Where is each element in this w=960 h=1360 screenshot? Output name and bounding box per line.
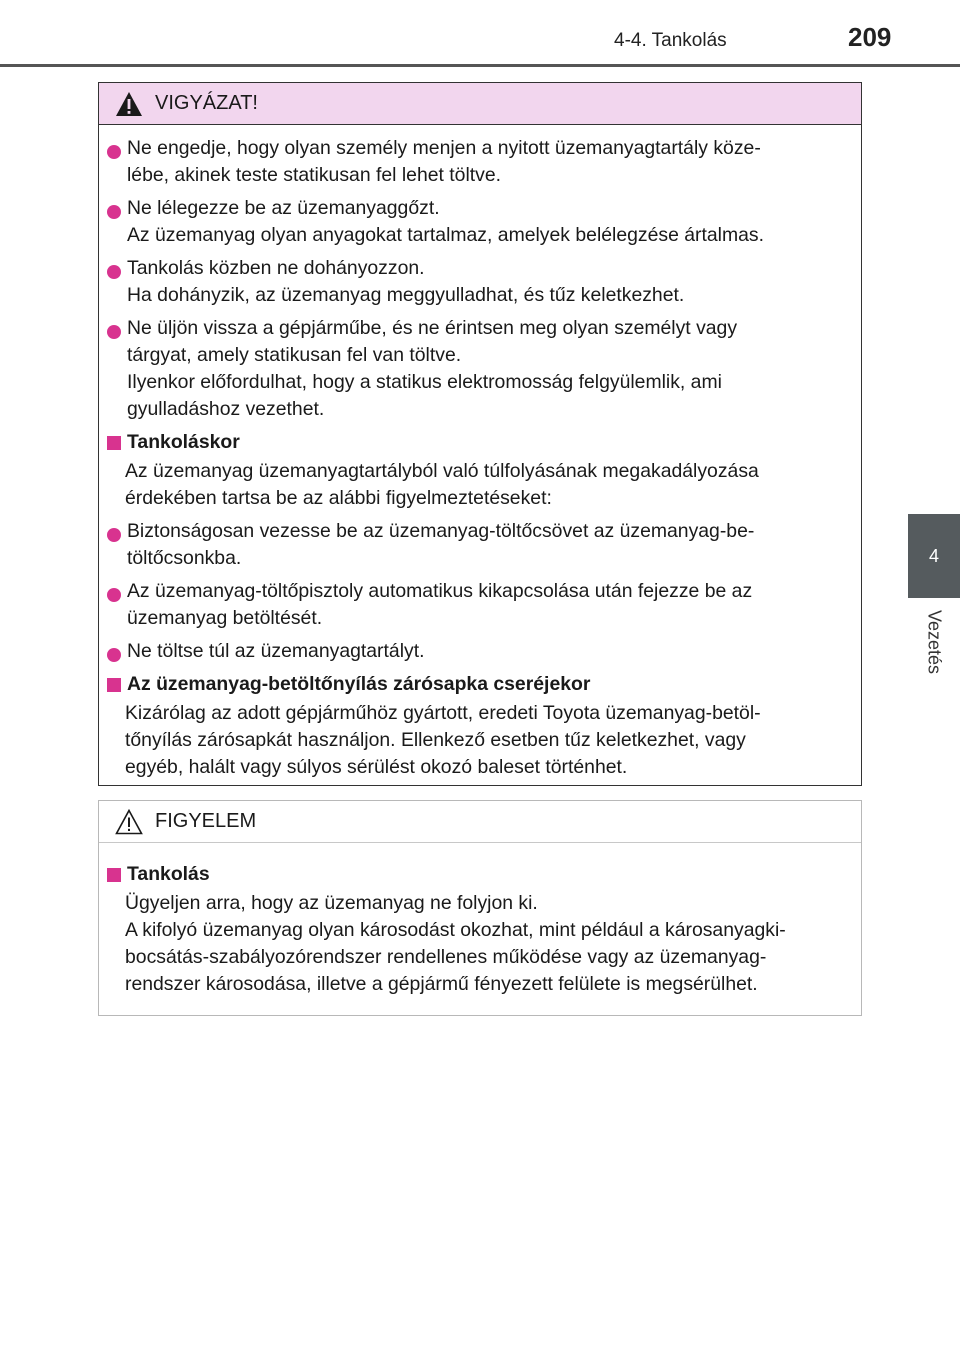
text-line: Ne lélegezze be az üzemanyaggőzt. bbox=[127, 197, 440, 219]
bullet-icon bbox=[107, 200, 123, 216]
list-item bbox=[105, 518, 853, 572]
section-text bbox=[105, 890, 853, 998]
chapter-label: Vezetés bbox=[924, 610, 945, 675]
chapter-tab[interactable] bbox=[908, 514, 960, 598]
list-item bbox=[105, 195, 853, 249]
square-bullet-icon bbox=[107, 678, 121, 692]
bullet-icon bbox=[107, 320, 123, 336]
notice-header bbox=[99, 801, 861, 843]
section-title-text: Tankoláskor bbox=[127, 431, 240, 453]
list-item bbox=[105, 638, 853, 665]
text-line: Az üzemanyag-töltőpisztoly automatikus kikapcsolása után fejezze be az bbox=[127, 580, 753, 602]
notice-title: FIGYELEM bbox=[155, 810, 257, 832]
text-line: Kizárólag az adott gépjárműhöz gyártott, eredeti Toyota üzemanyag-betöl- bbox=[125, 702, 761, 724]
page-number: 209 bbox=[848, 22, 892, 52]
text-line: tőnyílás zárósapkát használjon. Ellenkező esetben tűz keletkezhet, vagy bbox=[125, 729, 746, 751]
text-line: üzemanyag betöltését. bbox=[127, 607, 323, 629]
square-bullet-icon bbox=[107, 868, 121, 882]
list-item bbox=[105, 135, 853, 189]
list-item bbox=[105, 315, 853, 423]
section-title-text: Tankolás bbox=[127, 863, 210, 885]
section-title-text: Az üzemanyag-betöltőnyílás zárósapka cseréjekor bbox=[127, 673, 591, 695]
text-line: Ügyeljen arra, hogy az üzemanyag ne folyjon ki. bbox=[125, 892, 538, 914]
text-line: gyulladáshoz vezethet. bbox=[127, 398, 325, 420]
caution-triangle-icon bbox=[115, 809, 143, 835]
notice-body bbox=[99, 843, 861, 998]
section-heading bbox=[105, 671, 853, 698]
text-line: Ha dohányzik, az üzemanyag meggyulladhat, és tűz keletkezhet. bbox=[127, 284, 685, 306]
square-bullet-icon bbox=[107, 436, 121, 450]
notice-box bbox=[98, 800, 862, 1016]
text-line: egyéb, halált vagy súlyos sérülést okozó baleset történhet. bbox=[125, 756, 628, 778]
warning-title: VIGYÁZAT! bbox=[155, 92, 258, 114]
bullet-icon bbox=[107, 140, 123, 156]
text-line: Az üzemanyag üzemanyagtartályból való túlfolyásának megakadályozása bbox=[125, 460, 759, 482]
text-line: A kifolyó üzemanyag olyan károsodást okozhat, mint például a károsanyagki- bbox=[125, 919, 786, 941]
section-text bbox=[105, 700, 853, 781]
text-line: Biztonságosan vezesse be az üzemanyag-töltőcsövet az üzemanyag-be- bbox=[127, 520, 755, 542]
section-heading bbox=[105, 429, 853, 456]
list-item bbox=[105, 255, 853, 309]
section-intro bbox=[105, 458, 853, 512]
text-line: lébe, akinek teste statikusan fel lehet töltve. bbox=[127, 164, 502, 186]
warning-box bbox=[98, 82, 862, 786]
section-title: 4-4. Tankolás bbox=[614, 30, 727, 51]
text-line: rendszer károsodása, illetve a gépjármű fényezett felülete is megsérülhet. bbox=[125, 973, 758, 995]
bullet-icon bbox=[107, 260, 123, 276]
chapter-number: 4 bbox=[928, 545, 939, 566]
text-line: Ne üljön vissza a gépjárműbe, és ne érintsen meg olyan személyt vagy bbox=[127, 317, 738, 339]
bullet-icon bbox=[107, 643, 123, 659]
text-line: Ne töltse túl az üzemanyagtartályt. bbox=[127, 640, 425, 662]
warning-header bbox=[99, 83, 861, 125]
bullet-icon bbox=[107, 583, 123, 599]
text-line: érdekében tartsa be az alábbi figyelmeztetéseket: bbox=[125, 487, 552, 509]
text-line: Tankolás közben ne dohányozzon. bbox=[127, 257, 425, 279]
warning-body bbox=[99, 125, 861, 781]
text-line: Ilyenkor előfordulhat, hogy a statikus elektromosság felgyülemlik, ami bbox=[127, 371, 722, 393]
header-divider bbox=[0, 64, 960, 67]
text-line: töltőcsonkba. bbox=[127, 547, 242, 569]
text-line: bocsátás-szabályozórendszer rendellenes működése vagy az üzemanyag- bbox=[125, 946, 767, 968]
section-heading bbox=[105, 861, 853, 888]
text-line: Az üzemanyag olyan anyagokat tartalmaz, amelyek belélegzése ártalmas. bbox=[127, 224, 764, 246]
bullet-icon bbox=[107, 523, 123, 539]
warning-triangle-icon bbox=[115, 91, 143, 117]
text-line: Ne engedje, hogy olyan személy menjen a nyitott üzemanyagtartály köze- bbox=[127, 137, 761, 159]
list-item bbox=[105, 578, 853, 632]
text-line: tárgyat, amely statikusan fel van töltve. bbox=[127, 344, 462, 366]
